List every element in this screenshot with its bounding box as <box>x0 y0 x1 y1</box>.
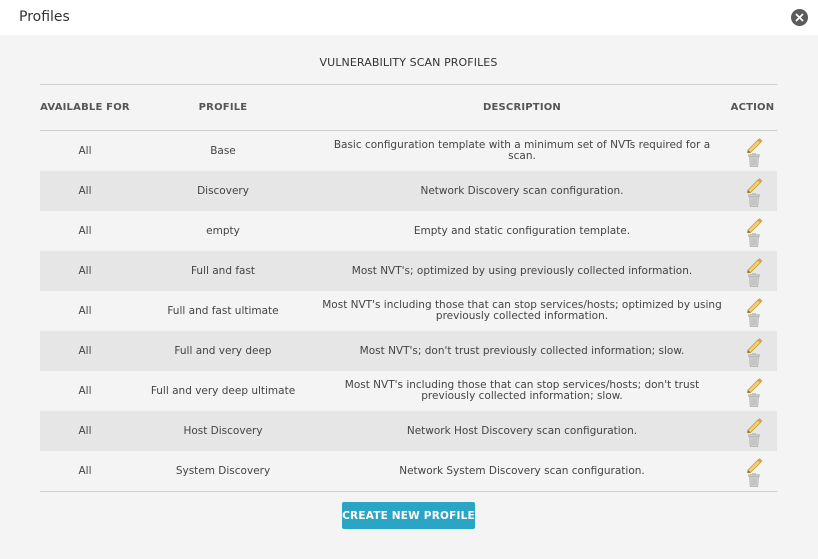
cell-action <box>728 451 777 491</box>
trash-icon[interactable] <box>748 353 760 370</box>
header-available-for: AVAILABLE FOR <box>40 102 130 113</box>
row-actions <box>743 415 763 447</box>
row-actions <box>743 175 763 207</box>
table-top-divider <box>40 84 777 85</box>
table-row <box>40 211 777 251</box>
table-row <box>40 331 777 371</box>
cell-available-for: All <box>78 144 92 157</box>
cell-available-for: All <box>78 344 92 357</box>
cell-profile: empty <box>206 224 240 237</box>
close-button[interactable] <box>791 9 808 26</box>
cell-action <box>728 331 777 371</box>
row-actions <box>743 135 763 167</box>
create-new-profile-button[interactable]: CREATE NEW PROFILE <box>342 502 475 529</box>
row-actions <box>743 295 763 327</box>
cell-profile: Full and very deep <box>174 344 272 357</box>
trash-icon[interactable] <box>748 393 760 410</box>
row-actions <box>743 335 763 367</box>
trash-icon[interactable] <box>748 433 760 450</box>
dialog-titlebar <box>0 0 818 35</box>
profiles-table-body <box>40 131 777 491</box>
cell-available-for: All <box>78 384 92 397</box>
cell-action <box>728 171 777 211</box>
cell-description: Most NVT's including those that can stop services/hosts; optimized by using previously collected information. <box>322 299 722 322</box>
cell-profile: Full and fast ultimate <box>167 304 279 317</box>
cell-action <box>728 371 777 411</box>
cell-profile: Base <box>210 144 236 157</box>
cell-description: Network System Discovery scan configuration. <box>399 464 645 477</box>
cell-description: Most NVT's including those that can stop services/hosts; don't trust previously collected information; slow. <box>344 379 700 402</box>
row-actions <box>743 255 763 287</box>
trash-icon[interactable] <box>748 313 760 330</box>
header-description: DESCRIPTION <box>482 102 562 113</box>
row-actions <box>743 455 763 487</box>
cell-action <box>728 411 777 451</box>
cell-description: Empty and static configuration template. <box>413 224 631 237</box>
row-actions <box>743 375 763 407</box>
trash-icon[interactable] <box>748 153 760 170</box>
header-profile: PROFILE <box>198 102 248 113</box>
cell-available-for: All <box>78 224 92 237</box>
cell-profile: System Discovery <box>175 464 271 477</box>
cell-description: Most NVT's; don't trust previously collected information; slow. <box>359 344 685 357</box>
cell-available-for: All <box>78 424 92 437</box>
table-bottom-divider <box>40 491 777 492</box>
trash-icon[interactable] <box>748 193 760 210</box>
cell-action <box>728 291 777 331</box>
trash-icon[interactable] <box>748 473 760 490</box>
table-row <box>40 291 777 331</box>
trash-icon[interactable] <box>748 233 760 250</box>
cell-profile: Full and fast <box>190 264 256 277</box>
table-row <box>40 371 777 411</box>
section-title: VULNERABILITY SCAN PROFILES <box>319 56 498 69</box>
cell-action <box>728 251 777 291</box>
cell-profile: Host Discovery <box>183 424 263 437</box>
table-row <box>40 131 777 171</box>
cell-description: Network Host Discovery scan configuration. <box>406 424 638 437</box>
cell-description: Most NVT's; optimized by using previously collected information. <box>351 264 693 277</box>
cell-available-for: All <box>78 184 92 197</box>
cell-description: Basic configuration template with a minimum set of NVTs required for a scan. <box>333 139 711 162</box>
cell-available-for: All <box>78 264 92 277</box>
cell-available-for: All <box>78 304 92 317</box>
table-row <box>40 171 777 211</box>
cell-description: Network Discovery scan configuration. <box>420 184 624 197</box>
cell-action <box>728 131 777 171</box>
cell-action <box>728 211 777 251</box>
header-action: ACTION <box>730 102 775 113</box>
cell-profile: Discovery <box>197 184 249 197</box>
trash-icon[interactable] <box>748 273 760 290</box>
table-row <box>40 251 777 291</box>
row-actions <box>743 215 763 247</box>
table-row <box>40 411 777 451</box>
close-icon <box>791 9 808 26</box>
cell-available-for: All <box>78 464 92 477</box>
dialog-title: Profiles <box>19 9 70 25</box>
cell-profile: Full and very deep ultimate <box>150 384 296 397</box>
table-row <box>40 451 777 491</box>
